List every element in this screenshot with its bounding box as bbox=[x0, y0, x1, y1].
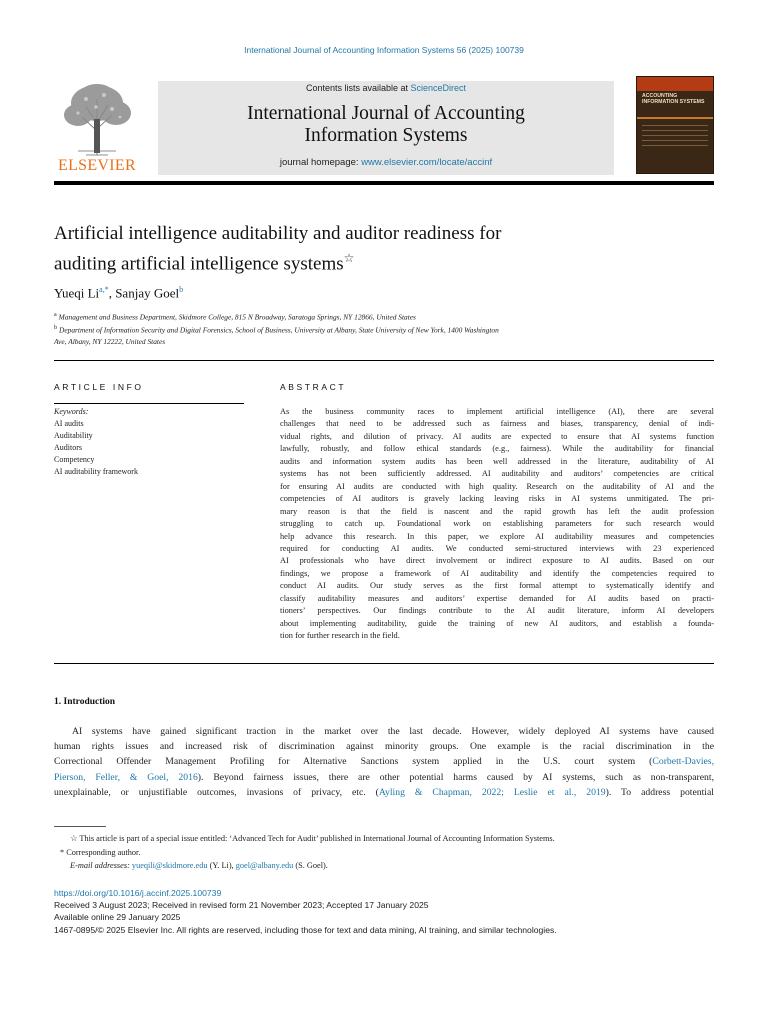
keyword: Auditability bbox=[54, 431, 93, 440]
affiliation-b-mark: b bbox=[54, 325, 57, 331]
citation-link-ayling-leslie[interactable]: Ayling & Chapman, 2022; Leslie et al., 2019 bbox=[378, 786, 606, 798]
cover-title: ACCOUNTING INFORMATION SYSTEMS bbox=[642, 93, 705, 105]
abstract-line: about implementing auditability, guide the training of new AI auditors, and establish a founda- bbox=[280, 618, 714, 628]
email-owner-goel: (S. Goel). bbox=[293, 861, 328, 870]
author-goel[interactable]: Sanjay Goel bbox=[115, 285, 180, 301]
author-li-affil-mark[interactable]: a,* bbox=[99, 285, 109, 294]
footnotes bbox=[54, 832, 714, 873]
keyword: AI audits bbox=[54, 419, 84, 428]
footnote-corresponding: * Corresponding author. bbox=[60, 847, 141, 857]
sciencedirect-link[interactable]: ScienceDirect bbox=[410, 83, 467, 93]
abstract-line: vidual rights, and dilution of privacy. AI audits are expected to ensure that AI systems function bbox=[280, 431, 714, 441]
journal-reference[interactable]: International Journal of Accounting Information Systems 56 (2025) 100739 bbox=[244, 45, 524, 55]
journal-homepage-link[interactable]: www.elsevier.com/locate/accinf bbox=[361, 157, 493, 168]
abstract-line: for ensuring AI audits are conducted with high quality. Research on the auditability of AI and the bbox=[280, 481, 714, 491]
tree-icon bbox=[56, 81, 138, 157]
abstract-line: systems has not been sufficiently addressed. AI auditability and auditors’ competencies are critical bbox=[280, 469, 714, 479]
citation-link-corbett[interactable]: Corbett-Davies, bbox=[652, 756, 714, 768]
title-line-1: Artificial intelligence auditability and auditor readiness for bbox=[54, 223, 502, 244]
intro-line: human rights issues and increased risk of discrimination against minority groups. One example is the racial discrimination in the bbox=[54, 741, 714, 753]
affiliation-b-continued: Ave, Albany, NY 12222, United States bbox=[54, 337, 166, 346]
abstract-line: lawfully, robustly, and follow ethical standards (e.g., fairness). While the auditability for financial bbox=[280, 444, 714, 454]
homepage-line bbox=[158, 157, 614, 168]
keyword: Competency bbox=[54, 455, 95, 464]
affiliation-b-text: Department of Information Security and Digital Forensics, School of Business, University at Albany, State University of New York, 1400 Washington bbox=[59, 325, 499, 335]
article-title bbox=[54, 222, 674, 276]
contents-line bbox=[158, 83, 614, 93]
author-goel-affil-mark[interactable]: b bbox=[179, 285, 184, 294]
abstract-line: conduct AI audits. Our study serves as the first formal attempt to systematically identify and bbox=[280, 581, 714, 591]
intro-text-run: ). Beyond fairness issues, there are other potential harms caused by AI systems, such as non-transparent, bbox=[197, 771, 714, 783]
email-label: E-mail addresses: bbox=[70, 861, 130, 870]
abstract-text bbox=[280, 406, 714, 643]
abstract-line: help advance this research. In this paper, we explore AI auditability measures and competencies bbox=[280, 531, 714, 541]
abstract-line: findings, we propose a framework of AI auditability and identify the competencies required to bbox=[280, 568, 714, 578]
keywords-label: Keywords: bbox=[54, 407, 89, 416]
email-link-goel[interactable]: goel@albany.edu bbox=[235, 861, 294, 870]
publisher-wordmark: ELSEVIER bbox=[58, 157, 136, 174]
footnote-rule bbox=[54, 826, 106, 827]
masthead-rule bbox=[54, 181, 714, 185]
author-li[interactable]: Yueqi Li bbox=[54, 285, 100, 301]
abstract-line: tioners’ perspectives. Our findings contribute to the AI audit literature, inform AI developers bbox=[280, 606, 714, 616]
homepage-prefix: journal homepage: bbox=[279, 157, 362, 168]
abstract-line: competencies of AI auditors is gravely lacking leaving risks in AI systems unmitigated. The pri- bbox=[280, 494, 714, 504]
intro-line bbox=[54, 754, 714, 769]
intro-line bbox=[54, 770, 714, 785]
abstract-line: struggling to catch up. Foundational work on establishing parameters for such research would bbox=[280, 519, 714, 529]
keyword: Auditors bbox=[54, 443, 82, 452]
keywords-block bbox=[54, 406, 244, 478]
cover-text-lines bbox=[642, 125, 708, 150]
abstract-line: mary reason is that the field is nascent and the rapid growth has left the audit profession bbox=[280, 506, 714, 516]
email-owner-li: (Y. Li), bbox=[207, 861, 236, 870]
header-rule bbox=[54, 360, 714, 361]
title-footnote-star[interactable]: ☆ bbox=[343, 251, 355, 265]
citation-link-corbett-cont[interactable]: Pierson, Feller, & Goel, 2016 bbox=[54, 771, 198, 783]
footnote-emails bbox=[54, 859, 714, 873]
intro-line bbox=[54, 785, 714, 800]
publication-info bbox=[54, 887, 714, 936]
journal-banner bbox=[158, 81, 614, 175]
doi-link[interactable]: https://doi.org/10.1016/j.accinf.2025.100739 bbox=[54, 888, 222, 898]
abstract-heading: ABSTRACT bbox=[280, 382, 347, 392]
footnote-special-issue: ☆ This article is part of a special issue entitled: ‘Advanced Tech for Audit’ published in International Journal of Accounting Information Systems. bbox=[70, 834, 555, 843]
abstract-rule bbox=[54, 663, 714, 664]
journal-title-line-2: Information Systems bbox=[304, 125, 468, 146]
journal-title-line-1: International Journal of Accounting bbox=[247, 103, 525, 124]
cover-stripe bbox=[637, 117, 713, 119]
journal-title bbox=[158, 103, 614, 147]
abstract-line: audits and information system audits has been well addressed in the literature, auditability of AI bbox=[280, 456, 714, 466]
received-dates: Received 3 August 2023; Received in revised form 21 November 2023; Accepted 17 January 2025 bbox=[54, 900, 429, 911]
abstract-line: challenges that need to be addressed such as fairness and biases, transparency, denial of indi- bbox=[280, 419, 714, 429]
abstract-line: tion for further research in the field. bbox=[280, 631, 400, 641]
abstract-line: classify auditability measures and auditors’ expertise demanded for AI audits based on practi- bbox=[280, 593, 714, 603]
online-date: Available online 29 January 2025 bbox=[54, 912, 181, 923]
abstract-line: As the business community races to implement artificial intelligence (AI), there are several bbox=[280, 407, 714, 416]
affiliation-a-text: Management and Business Department, Skidmore College, 815 N Broadway, Saratoga Springs, NY 12866, United States bbox=[58, 312, 416, 322]
title-line-2-text: auditing artificial intelligence systems bbox=[54, 253, 344, 275]
intro-text-run: unexplainable, or unjustifiable outcomes, invasions of privacy, etc. ( bbox=[54, 786, 379, 798]
intro-text-run: Correctional Offender Management Profiling for Alternative Sanctions system applied in the U.S. court system ( bbox=[54, 756, 653, 768]
introduction-text bbox=[54, 724, 714, 800]
title-line-2 bbox=[54, 246, 674, 276]
section-heading-introduction: 1. Introduction bbox=[54, 697, 116, 707]
intro-line: AI systems have gained significant traction in the market over the last decade. However, widely deployed AI systems have caused bbox=[72, 726, 714, 737]
abstract-line: AI professionals who have direct involvement or indirect exposure to AI audits. Based on our bbox=[280, 556, 714, 566]
cover-band bbox=[637, 77, 713, 91]
journal-cover-thumbnail[interactable] bbox=[636, 76, 714, 174]
intro-text-run: ). To address potential bbox=[605, 786, 714, 798]
author-list bbox=[54, 285, 183, 301]
elsevier-logo[interactable] bbox=[54, 81, 140, 177]
affiliation-a-mark: a bbox=[54, 312, 57, 318]
article-info-rule bbox=[54, 403, 244, 404]
keyword: AI auditability framework bbox=[54, 467, 138, 476]
contents-prefix: Contents lists available at bbox=[305, 83, 411, 93]
article-info-heading: ARTICLE INFO bbox=[54, 382, 144, 392]
copyright-line: 1467-0895/© 2025 Elsevier Inc. All rights are reserved, including those for text and data mining, AI training, and similar technologies. bbox=[54, 924, 557, 935]
email-link-li[interactable]: yueqili@skidmore.edu bbox=[131, 861, 208, 870]
author-separator: , bbox=[108, 285, 116, 301]
masthead bbox=[54, 76, 714, 178]
abstract-line: required for conducting AI audits. We conducted semi-structured interviews with 23 experienced bbox=[280, 543, 714, 553]
